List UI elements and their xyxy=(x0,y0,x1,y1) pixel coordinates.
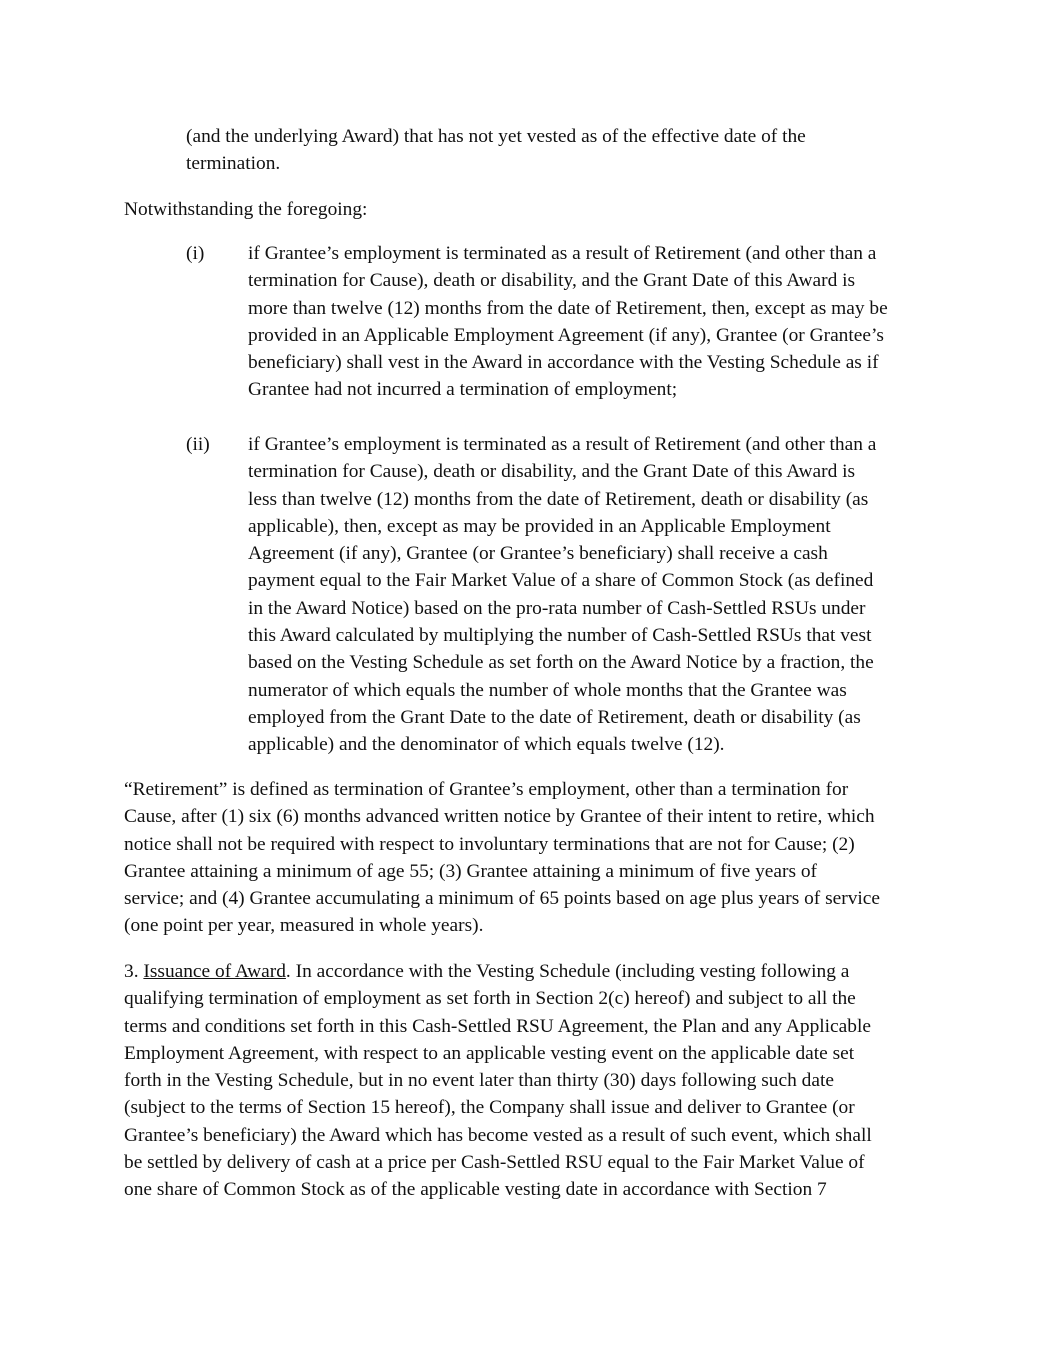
continuation-paragraph: (and the underlying Award) that has not yet vested as of the effective date of the termination. xyxy=(186,126,806,175)
clause-i-text: if Grantee’s employment is terminated as a result of Retirement (and other than a termination for Cause), death or disability, and the Grant Date of this Award is more than twelve (12) months from the date of Retirement, then, except as may be provided in an Applicable Employment Agreement (if any), Grantee (or Grantee’s beneficiary) shall vest in the Award in accordance with the Vesting Schedule as if Grantee had not incurred a termination of employment; xyxy=(248,243,888,401)
section-3-number: 3. xyxy=(124,961,144,982)
clause-i-number: (i) xyxy=(186,243,205,264)
section-3-body: . In accordance with the Vesting Schedule (including vesting following a qualifying termination of employment as set forth in Section 2(c) hereof) and subject to all the terms and conditions set forth in this Cash-Settled RSU Agreement, the Plan and any Applicable Employment Agreement, with respect to an applicable vesting event on the applicable date set forth in the Vesting Schedule, but in no event later than thirty (30) days following such date (subject to the terms of Section 15 hereof), the Company shall issue and deliver to Grantee (or Grantee’s beneficiary) the Award which has become vested as a result of such event, which shall be settled by delivery of cash at a price per Cash-Settled RSU equal to the Fair Market Value of one share of Common Stock as of the applicable vesting date in accordance with Section 7 xyxy=(124,961,872,1201)
section-3-paragraph xyxy=(124,958,964,1204)
clause-ii-number: (ii) xyxy=(186,434,210,455)
clause-ii-text: if Grantee’s employment is terminated as a result of Retirement (and other than a termination for Cause), death or disability, and the Grant Date of this Award is less than twelve (12) months from the date of Retirement, death or disability (as applicable), then, except as may be provided in an Applicable Employment Agreement (if any), Grantee (or Grantee’s beneficiary) shall receive a cash payment equal to the Fair Market Value of a share of Common Stock (as defined in the Award Notice) based on the pro-rata number of Cash-Settled RSUs under this Award calculated by multiplying the number of Cash-Settled RSUs that vest based on the Vesting Schedule as set forth on the Award Notice by a fraction, the numerator of which equals the number of whole months that the Grantee was employed from the Grant Date to the date of Retirement, death or disability (as applicable) and the denominator of which equals twelve (12). xyxy=(248,434,877,756)
notwithstanding-paragraph: Notwithstanding the foregoing: xyxy=(124,199,368,220)
section-3-heading: Issuance of Award xyxy=(143,961,286,982)
retirement-definition-paragraph: “Retirement” is defined as termination of Grantee’s employment, other than a termination for Cause, after (1) six (6) months advanced written notice by Grantee of their intent to retire, which notice shall not be required with respect to involuntary terminations that are not for Cause; (2) Grantee attaining a minimum of age 55; (3) Grantee attaining a minimum of five years of service; and (4) Grantee accumulating a minimum of 65 points based on age plus years of service (one point per year, measured in whole years). xyxy=(124,779,880,937)
